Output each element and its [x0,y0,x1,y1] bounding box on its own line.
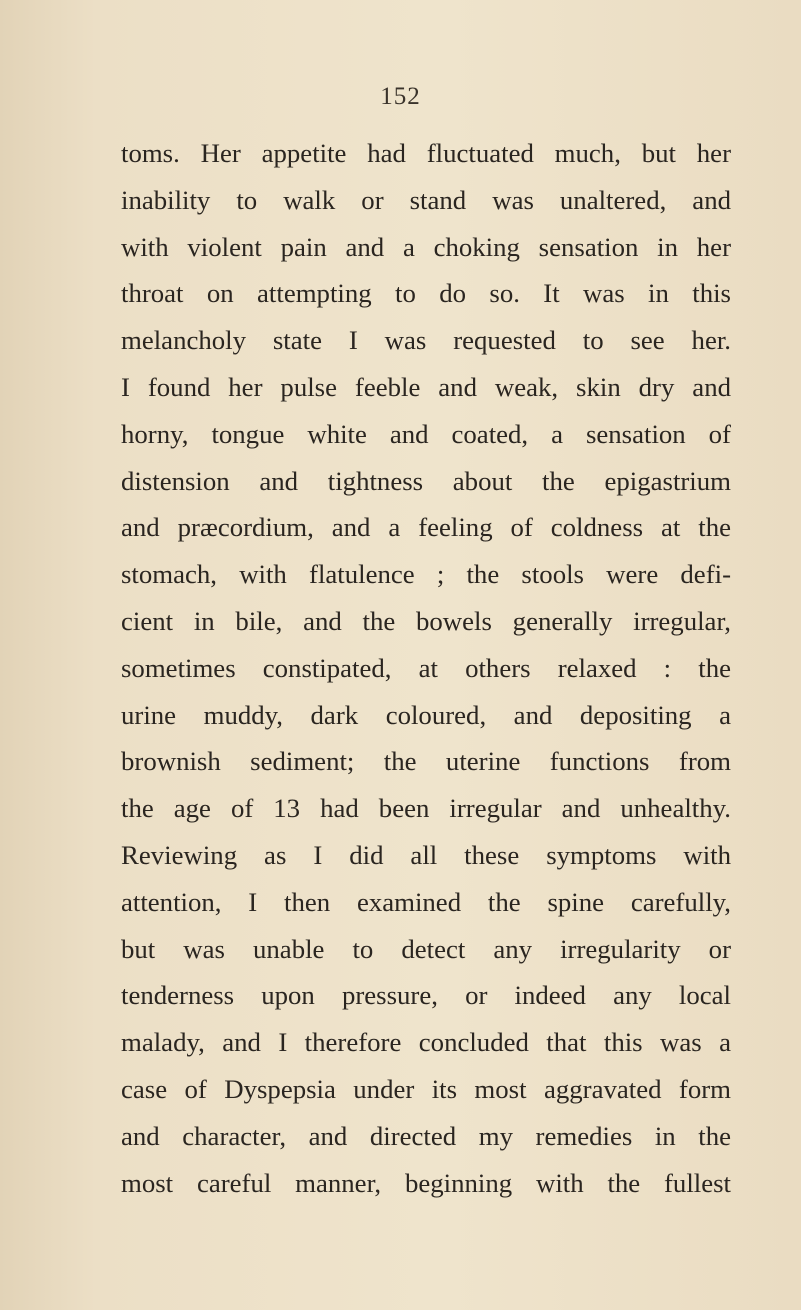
text-line: distension and tightness about the epigastrium [121,465,731,496]
text-line: and præcordium, and a feeling of coldness at the [121,512,731,543]
text-line: urine muddy, dark coloured, and depositing a [121,699,731,730]
text-line: throat on attempting to do so. It was in this [121,278,731,309]
text-line: but was unable to detect any irregularity or [121,933,731,964]
text-line: sometimes constipated, at others relaxed : the [121,652,731,683]
text-line: case of Dyspepsia under its most aggravated form [121,1073,731,1104]
text-line: melancholy state I was requested to see her. [121,325,731,356]
text-line: the age of 13 had been irregular and unhealthy. [121,793,731,824]
text-line: attention, I then examined the spine carefully, [121,886,731,917]
text-line: cient in bile, and the bowels generally irregular, [121,605,731,636]
text-line: with violent pain and a choking sensation in her [121,231,731,262]
text-line: and character, and directed my remedies in the [121,1120,731,1151]
page-number: 152 [380,83,421,110]
text-line: horny, tongue white and coated, a sensation of [121,418,731,449]
text-line: toms. Her appetite had fluctuated much, but her [121,138,731,168]
text-line: tenderness upon pressure, or indeed any local [121,980,731,1011]
text-line: most careful manner, beginning with the fullest [121,1167,731,1198]
body-text [121,130,731,1206]
text-line: stomach, with flatulence ; the stools were defi- [121,559,731,590]
text-line: Reviewing as I did all these symptoms with [121,839,731,870]
text-line: malady, and I therefore concluded that this was a [121,1027,731,1058]
text-line: I found her pulse feeble and weak, skin dry and [121,371,731,402]
text-line: inability to walk or stand was unaltered, and [121,184,731,215]
text-line: brownish sediment; the uterine functions from [121,746,731,777]
